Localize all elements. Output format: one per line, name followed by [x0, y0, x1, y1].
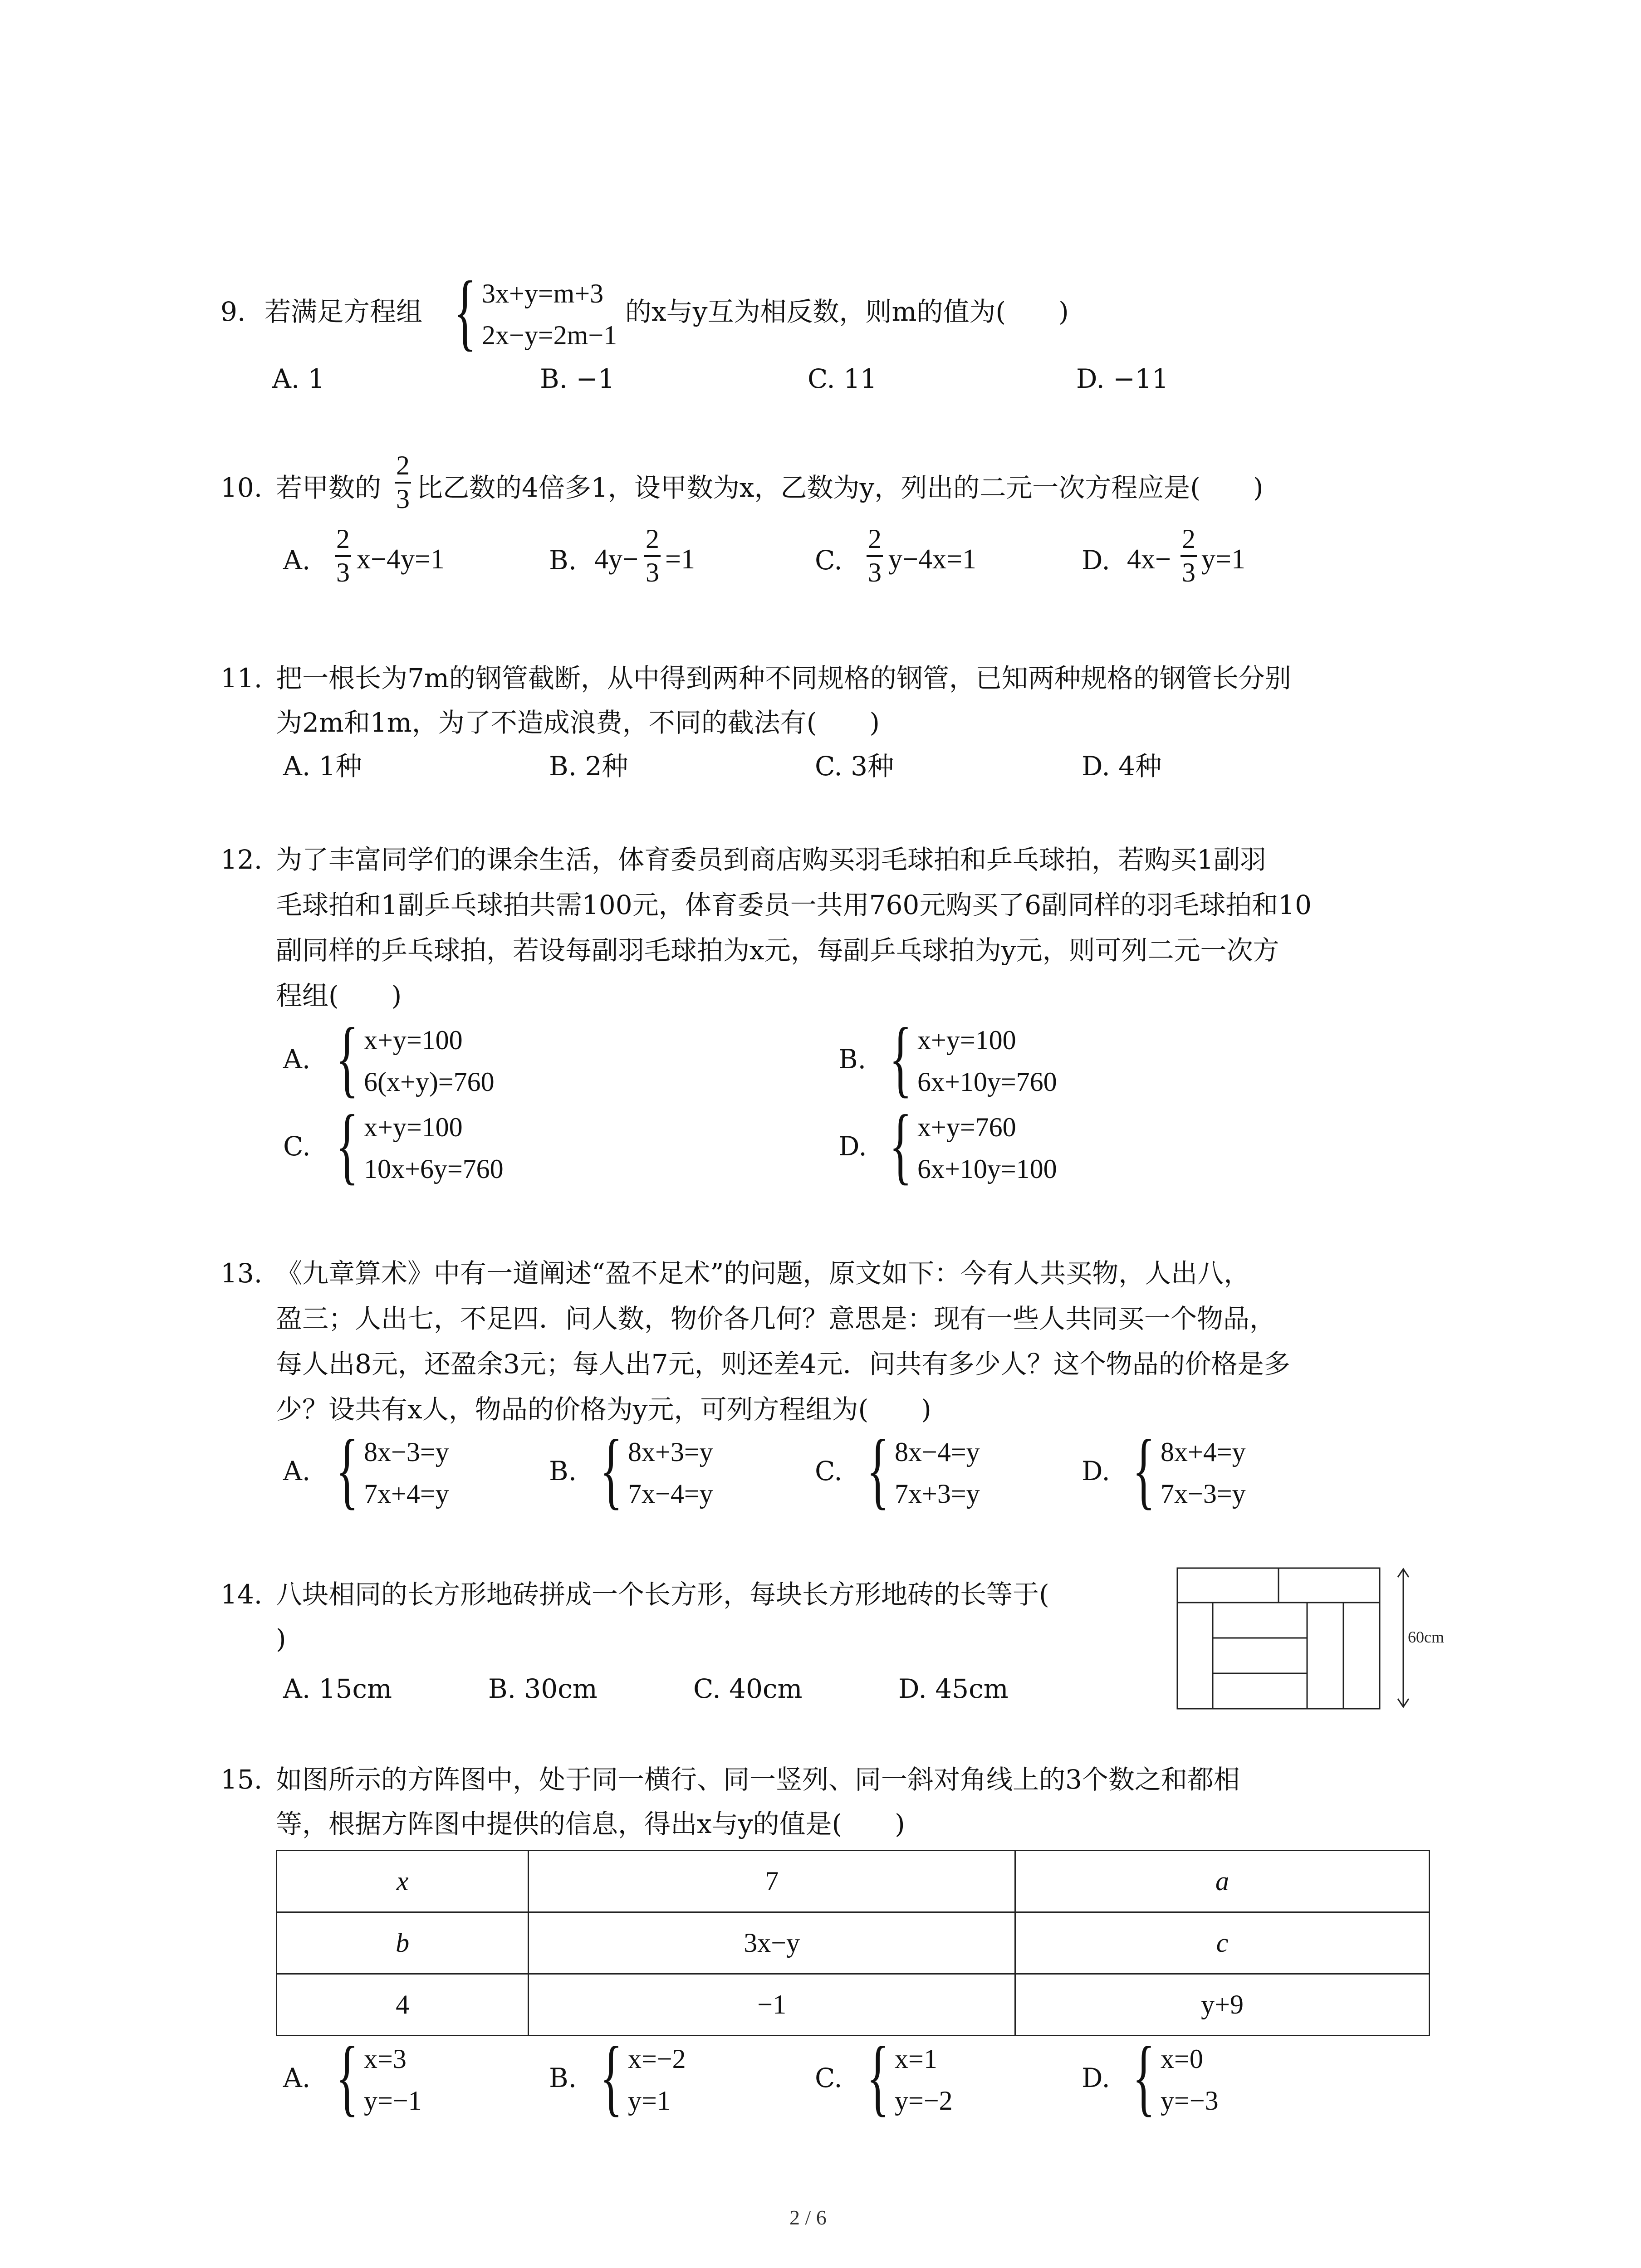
brace-icon: { [889, 1011, 912, 1106]
question-text: 等，根据方阵图中提供的信息，得出x与y的值是( ) [276, 1809, 905, 1839]
question-number: 14. [220, 1579, 263, 1610]
table-row [277, 1912, 1430, 1974]
brace-icon: { [336, 2029, 359, 2125]
question-number: 11. [220, 663, 263, 694]
option-a[interactable]: A. 1种 [283, 751, 362, 782]
brace-icon: { [889, 1098, 912, 1193]
brace-icon: { [1132, 2029, 1156, 2125]
option-d[interactable]: D. 4种 [1082, 751, 1162, 782]
magic-square-table [276, 1850, 1430, 2036]
question-text: 如图所示的方阵图中，处于同一横行、同一竖列、同一斜对角线上的3个数之和都相 [276, 1764, 1240, 1795]
table-cell: 3x−y [529, 1912, 1015, 1974]
table-cell: b [277, 1912, 529, 1974]
question-text: 程组( ) [276, 980, 402, 1011]
table-row [277, 1974, 1430, 2036]
table-cell: −1 [529, 1974, 1015, 2036]
brace-icon: { [600, 1422, 623, 1518]
option-c[interactable]: C. 11 [808, 363, 877, 394]
option-a[interactable]: A. 1 [272, 363, 325, 394]
question-text-suffix: 的x与y互为相反数，则m的值为( ) [625, 296, 1069, 327]
question-number: 10. [220, 472, 263, 503]
question-text: 为2m和1m，为了不造成浪费，不同的截法有( ) [276, 707, 880, 738]
table-cell: 7 [529, 1851, 1015, 1912]
brace-icon: { [867, 2029, 890, 2125]
brace-icon: { [1132, 1422, 1156, 1518]
table-cell: c [1015, 1912, 1430, 1974]
brace-icon: { [867, 1422, 890, 1518]
brace-icon: { [600, 2029, 623, 2125]
question-text: 毛球拍和1副乒乓球拍共需100元，体育委员一共用760元购买了6副同样的羽毛球拍和10 [276, 890, 1312, 920]
page-number: 2 / 6 [789, 2206, 827, 2229]
option-a[interactable]: A. 15cm [283, 1673, 392, 1704]
question-text: 副同样的乒乓球拍，若设每副羽毛球拍为x元，每副乒乓球拍为y元，则可列二元一次方 [276, 935, 1279, 966]
question-number: 12. [220, 844, 263, 875]
question-number: 15. [220, 1764, 263, 1795]
tile-figure [1176, 1567, 1449, 1712]
question-number: 13. [220, 1258, 263, 1289]
question-text: 比乙数的4倍多1，设甲数为x，乙数为y，列出的二元一次方程应是( ) [416, 472, 1264, 503]
option-c[interactable]: C. 40cm [693, 1673, 803, 1704]
question-number: 9. [220, 296, 246, 327]
table-cell: x [277, 1851, 529, 1912]
question-text-prefix: 若满足方程组 [265, 296, 423, 327]
question-text: ) [276, 1623, 286, 1654]
question-text: 盈三；人出七，不足四．问人数，物价各几何？意思是：现有一些人共同买一个物品， [276, 1303, 1276, 1334]
option-d[interactable]: D. −11 [1076, 363, 1169, 394]
option-d[interactable]: D. 45cm [898, 1673, 1009, 1704]
brace-icon: { [454, 264, 477, 359]
table-cell: 4 [277, 1974, 529, 2036]
brace-icon: { [336, 1422, 359, 1518]
question-text: 八块相同的长方形地砖拼成一个长方形，每块长方形地砖的长等于( [276, 1579, 1049, 1610]
option-c[interactable]: C. 3种 [815, 751, 894, 782]
option-b[interactable]: B. 2种 [549, 751, 628, 782]
question-text: 若甲数的 [276, 472, 382, 503]
question-text: 每人出8元，还盈余3元；每人出7元，则还差4元．问共有多少人？这个物品的价格是多 [276, 1349, 1290, 1379]
question-text: 少？设共有x人，物品的价格为y元，可列方程组为( ) [276, 1394, 931, 1425]
brace-icon: { [336, 1011, 359, 1106]
equation-line: 3x+y=m+3 [482, 279, 604, 308]
table-cell: a [1015, 1851, 1430, 1912]
option-b[interactable]: B. 30cm [488, 1673, 598, 1704]
option-b[interactable]: B. −1 [540, 363, 615, 394]
table-row [277, 1851, 1430, 1912]
question-text: 为了丰富同学们的课余生活，体育委员到商店购买羽毛球拍和乒乓球拍，若购买1副羽 [276, 844, 1266, 875]
question-text: 《九章算术》中有一道阐述“盈不足术”的问题，原文如下：今有人共买物，人出八， [276, 1258, 1250, 1289]
equation-line: 2x−y=2m−1 [482, 320, 617, 350]
question-text: 把一根长为7m的钢管截断，从中得到两种不同规格的钢管，已知两种规格的钢管长分别 [276, 663, 1291, 694]
table-cell: y+9 [1015, 1974, 1430, 2036]
brace-icon: { [336, 1098, 359, 1193]
dimension-label: 60cm [1408, 1628, 1444, 1646]
